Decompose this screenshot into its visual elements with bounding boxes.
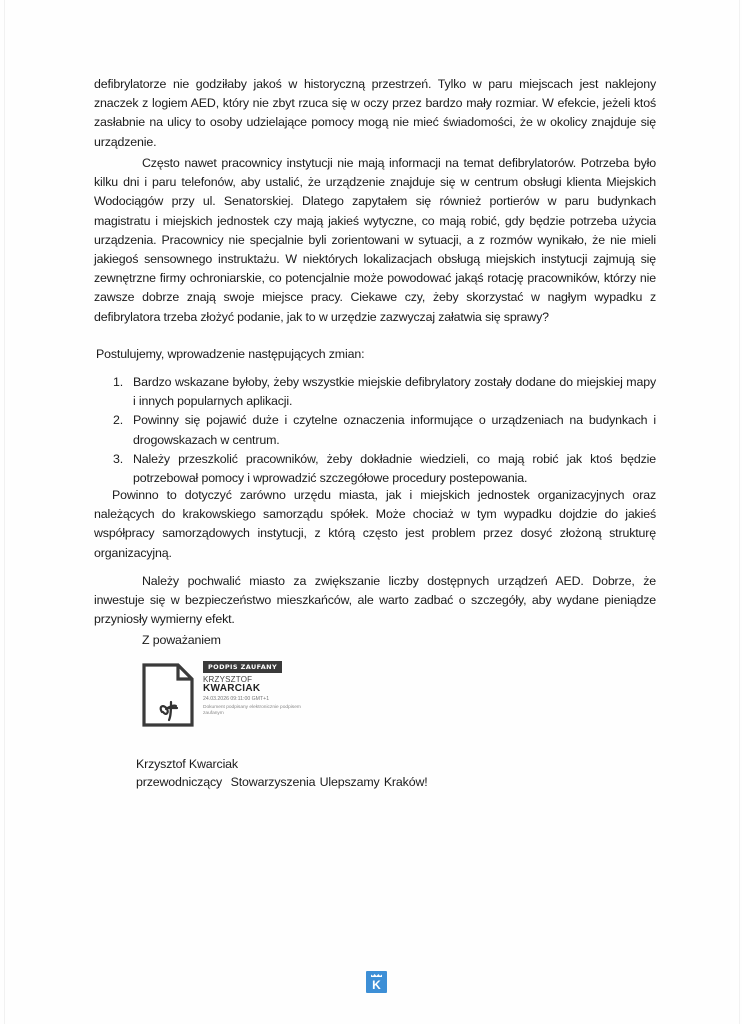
list-number: 2. [113,413,124,428]
list-text: Powinny się pojawić duże i czytelne oznaczenia informujące o urządzeniach na budynkach i drogowskazach w centrum. [133,413,656,447]
signature-date: 24.03.2026 09:11:00 GMT+1 [203,696,270,702]
paragraph-postulates-heading: Postulujemy, wprowadzenie następujących zmian: [96,347,365,361]
list-item [113,450,656,488]
list-item [113,373,656,411]
list-number: 1. [113,375,124,389]
author-title: przewodniczący Stowarzyszenia Ulepszamy Kraków! [136,775,428,789]
postulates-list [113,373,656,488]
signature-badge: PODPIS ZAUFANY [203,661,282,673]
trusted-signature-stamp [138,658,318,728]
paragraph-scope: Powinno to dotyczyć zarówno urzędu miasta, jak i miejskich jednostek organizacyjnych oraz należących do krakowskiego samorządu spółek. Może chociaż w tym wypadku dojdzie do jakieś współpracy samorządowych instytucji, z którą często jest problem przez dosyć złożoną strukturę organizacyjną. [94,488,656,560]
logo-letter: K [372,978,381,992]
crown-k-icon [366,971,387,993]
paragraph-praise: Należy pochwalić miasto za zwiększanie liczby dostępnych urządzeń AED. Dobrze, że inwestuje się w bezpieczeństwo mieszkańców, ale warto zadbać o szczegóły, aby wydane pieniądze przyniosły wymierny efekt. [94,574,656,627]
list-text: Bardzo wskazane byłoby, żeby wszystkie miejskie defibrylatory zostały dodane do miejskiej mapy i innych popularnych aplikacji. [133,375,656,409]
paragraph-staff-info: Często nawet pracownicy instytucji nie mają informacji na temat defibrylatorów. Potrzeba było kilku dni i paru telefonów, aby ustalić, że urządzenie znajduje się w centrum obsługi klienta Miejskich Wodociągów przy ul. Senatorskiej. Dlatego zapytałem się również portierów w paru budynkach magistratu i miejskich jednostek czy mają jakieś wytyczne, co mają robić, gdy będzie potrzeba użycia urządzenia. Pracownicy nie specjalnie byli zorientowani w sytuacji, a z rozmów wynikało, że nie mieli jakiegoś sensownego instruktażu. W niektórych lokalizacjach obsługą miejskich instytucji zajmują się zewnętrzne firmy ochroniarskie, co potencjalnie może powodować jakąś rotację pracowników, którzy nie zawsze dobrze znają swoje miejsce pracy. Ciekawe czy, żeby skorzystać w nagłym wypadku z defibrylatora trzeba złożyć podanie, jak to w urzędzie zazwyczaj załatwia się sprawy? [94,156,656,324]
krakow-crown-logo [366,971,387,993]
list-number: 3. [113,451,124,466]
closing-salutation: Z poważaniem [142,633,221,647]
author-name: Krzysztof Kwarciak [136,757,238,771]
signer-first-name: KRZYSZTOF [203,675,253,684]
signer-last-name: KWARCIAK [203,683,261,694]
list-item [113,411,656,449]
list-text: Należy przeszkolić pracowników, żeby dokładnie wiedzieli, co mają robić jak ktoś będzie potrzebował pomocy i wprowadzić szczegółowe procedury postepowania. [133,451,656,486]
paragraph-intro: defibrylatorze nie godziłaby jakoś w historyczną przestrzeń. Tylko w paru miejscach jest naklejony znaczek z logiem AED, który nie zbyt rzuca się w oczy przez bardzo mały rozmiar. W efekcie, jeżeli ktoś zasłabnie na ulicy to osoby udzielające pomocy mogą nie mieć świadomości, że w okolicy znajduje się urządzenie. [94,77,656,149]
signed-document-icon [140,662,196,728]
signature-note: Dokument podpisany elektronicznie podpisem zaufanym [203,705,301,716]
